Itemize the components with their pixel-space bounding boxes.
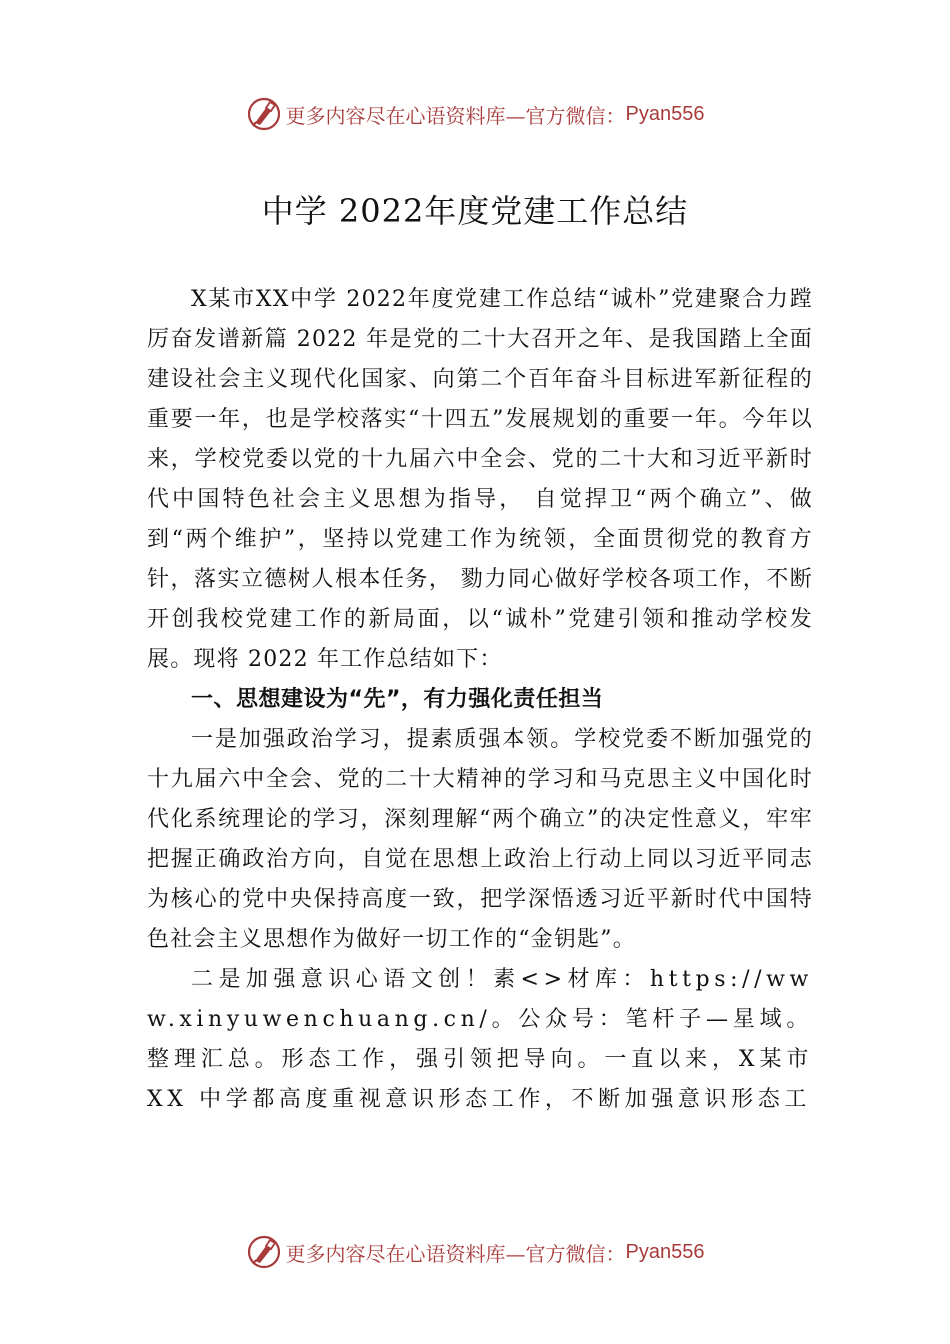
watermark-wechat-id: Pyan556	[625, 102, 705, 125]
intro-paragraph: X某市XX中学 2022年度党建工作总结“诚朴”党建聚合力蹚厉奋发谱新篇 2022 年是党的二十大召开之年、是我国踏上全面建设社会主义现代化国家、向第二个百年奋斗目标进军新征程的重要一年，也是学校落实“十四五”发展规划的重要一年。今年以来，学校党委以党的十九届六中全会、党的二十大和习近平新时代中国特色社会主义思想为指导， 自觉捍卫“两个确立”、做到“两个维护”，坚持以党建工作为统领，全面贯彻党的教育方针，落实立德树人根本任务， 勠力同心做好学校各项工作，不断开创我校党建工作的新局面，以“诚朴”党建引领和推动学校发展。现将 2022 年工作总结如下：	[147, 287, 813, 672]
watermark-text: 更多内容尽在心语资料库—官方微信：	[285, 1241, 626, 1266]
body-paragraph-2: 二是加强意识心语文创！素<>材库：https://www.xinyuwenchuang.cn/。公众号：笔杆子—星域。整理汇总。形态工作，强引领把导向。一直以来，X某市 XX 中学都高度重视意识形态工作，不断加强意识形态工	[147, 967, 813, 1112]
body-paragraph-1: 一是加强政治学习，提素质强本领。学校党委不断加强党的十九届六中全会、党的二十大精神的学习和马克思主义中国化时代化系统理论的学习，深刻理解“两个确立”的决定性意义，牢牢把握正确政治方向，自觉在思想上政治上行动上同以习近平同志为核心的党中央保持高度一致，把学深悟透习近平新时代中国特色社会主义思想作为做好一切工作的“金钥匙”。	[147, 727, 813, 952]
document-title: 中学 2022年度党建工作总结	[261, 192, 689, 230]
watermark-header	[0, 92, 950, 136]
watermark-text: 更多内容尽在心语资料库—官方微信：	[285, 103, 626, 128]
document-body	[147, 280, 813, 1120]
watermark-wechat-id: Pyan556	[625, 1240, 705, 1263]
pen-nib-circle-icon	[246, 1234, 282, 1270]
section-heading: 一、思想建设为“先”，有力强化责任担当	[191, 687, 604, 712]
pen-nib-circle-icon	[246, 96, 282, 132]
watermark-footer	[0, 1230, 950, 1274]
